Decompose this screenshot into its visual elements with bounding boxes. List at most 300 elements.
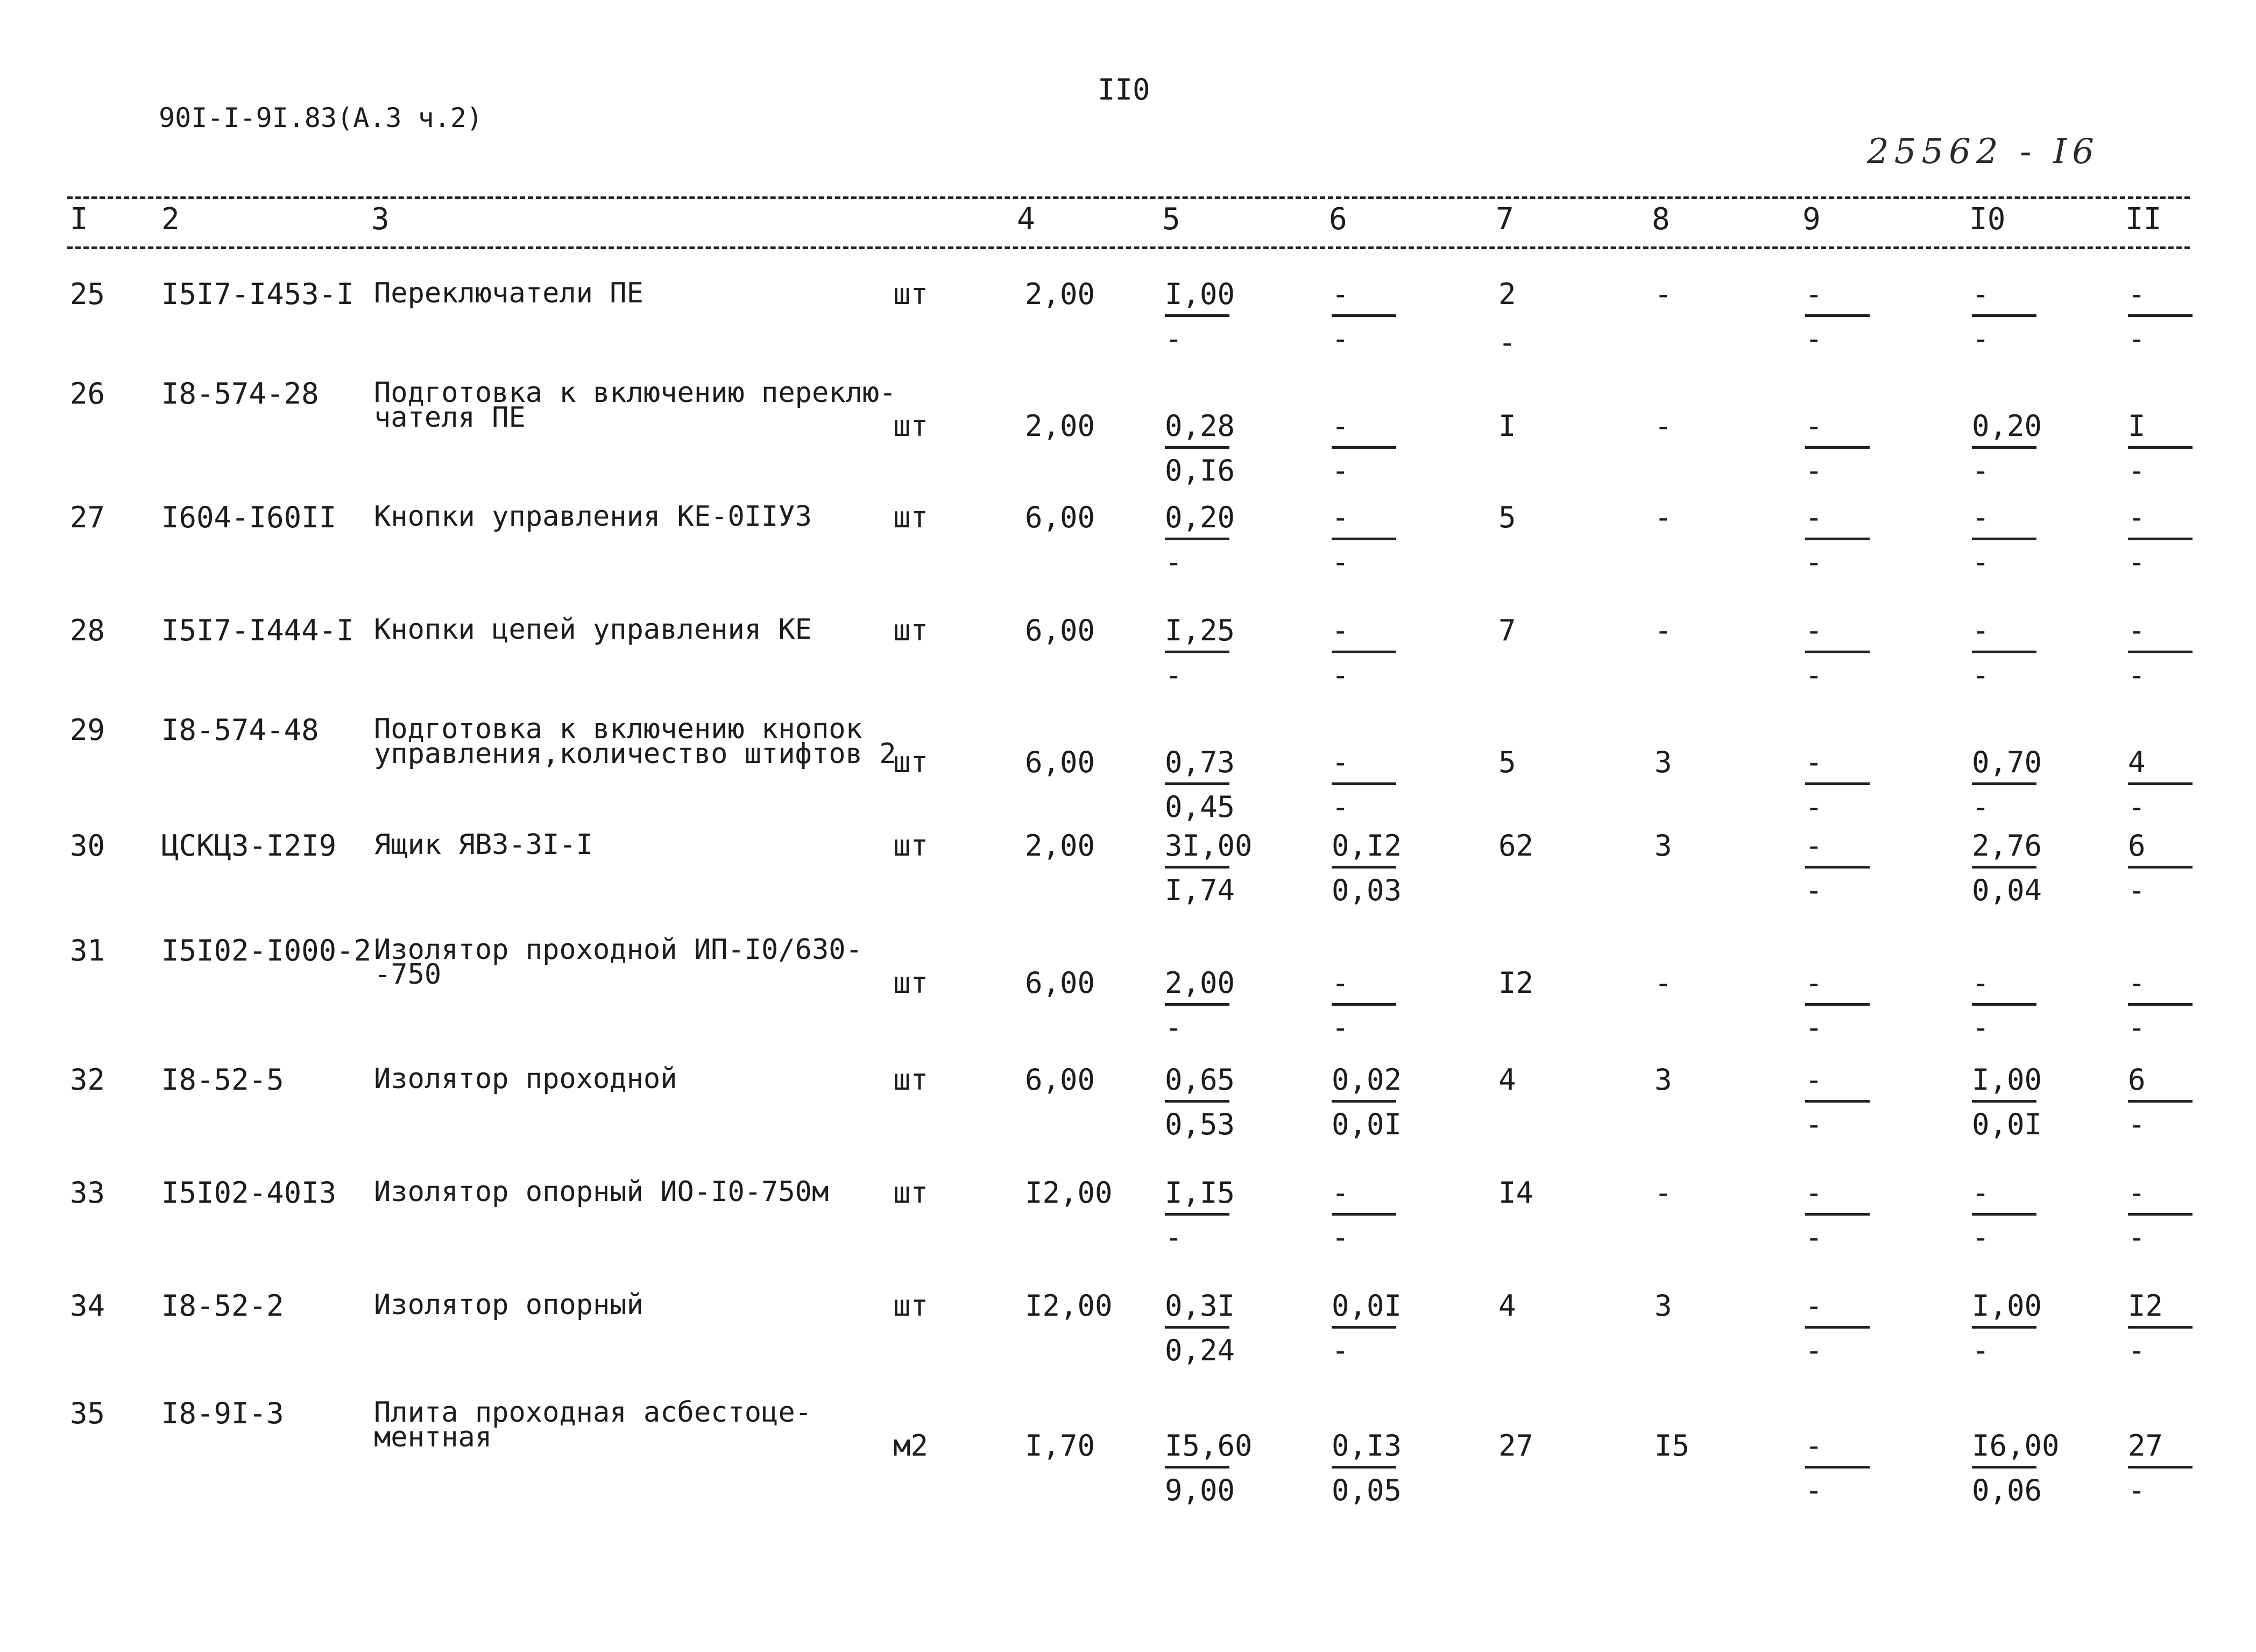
col-10-value-denominator: 0,04 [1972, 873, 2042, 907]
col-5-value-denominator: 0,I6 [1165, 454, 1235, 488]
col-7-value: 2 [1498, 277, 1516, 311]
col-6-value-numerator: 0,0I [1332, 1289, 1402, 1323]
column-header-7: 7 [1496, 202, 1514, 237]
col-9-value-numerator: - [1805, 829, 1823, 863]
col-5-value-denominator: 0,53 [1165, 1107, 1235, 1141]
item-name [374, 613, 812, 646]
col-11-value-denominator: - [2128, 873, 2146, 907]
item-name-line: Изолятор проходной [374, 1063, 677, 1095]
item-name-line: управления,количество штифтов 2 [374, 738, 896, 770]
col-7-value: 27 [1498, 1429, 1534, 1463]
item-name-line: ментная [374, 1421, 492, 1453]
col-8-value: - [1654, 966, 1672, 1000]
col-9-value [1805, 1178, 1880, 1252]
col-5-value [1165, 409, 1240, 488]
col-11-value-numerator: I [2128, 409, 2146, 443]
col-6-value [1332, 831, 1407, 905]
col-7-value: 5 [1498, 500, 1516, 534]
col-9-value-denominator: - [1805, 322, 1823, 356]
price-code: I5I02-I000-2 [161, 934, 372, 968]
col-9-value-bar [1805, 866, 1870, 869]
col-6-value-denominator: 0,05 [1332, 1473, 1402, 1507]
col-5-value-bar [1165, 866, 1229, 869]
col-9-value-numerator: - [1805, 613, 1823, 647]
col-5-value-numerator: 2,00 [1165, 966, 1235, 1000]
col-9-value-numerator: - [1805, 1289, 1823, 1323]
col-11-value-bar [2128, 538, 2193, 540]
col-10-value-denominator: - [1972, 790, 1990, 824]
item-name [374, 1176, 829, 1208]
col-5-value-numerator: I,25 [1165, 613, 1235, 647]
col-5-value-bar [1165, 1100, 1229, 1103]
handwritten-number: 25562 - I6 [1867, 132, 2099, 172]
col-9-value [1805, 1431, 1880, 1505]
column-header-8: 8 [1652, 202, 1670, 237]
col-7-value: 5 [1498, 745, 1516, 779]
col-7-value: 4 [1498, 1289, 1516, 1323]
col-6-value-numerator: - [1332, 1176, 1349, 1210]
col-8-value: - [1654, 500, 1672, 534]
col-9-value-bar [1805, 782, 1870, 785]
col-8-value: - [1654, 409, 1672, 443]
col-5-value-bar [1165, 314, 1229, 317]
row-number: 26 [70, 377, 105, 411]
quantity: 6,00 [1025, 613, 1095, 647]
quantity: 2,00 [1025, 277, 1095, 311]
col-9-value [1805, 277, 1880, 356]
col-6-value-bar [1332, 651, 1396, 653]
col-7-value: 62 [1498, 829, 1534, 863]
item-name [374, 277, 643, 309]
col-6-value [1332, 966, 1407, 1044]
col-6-value-denominator: 0,0I [1332, 1107, 1402, 1141]
col-11-value-bar [2128, 1213, 2193, 1216]
col-8-value: - [1654, 613, 1672, 647]
column-header-3: 3 [371, 202, 390, 237]
col-5-value-numerator: 0,28 [1165, 409, 1235, 443]
col-6-value [1332, 409, 1407, 488]
unit: шт [893, 1063, 929, 1097]
col-5-value [1165, 745, 1240, 824]
col-5-value-bar [1165, 651, 1229, 653]
unit: шт [893, 829, 929, 863]
item-name-line: Переключатели ПЕ [374, 277, 643, 309]
col-10-value-denominator: - [1972, 1333, 1990, 1367]
col-10-value-bar [1972, 651, 2036, 653]
quantity: 6,00 [1025, 745, 1095, 779]
col-6-value-denominator: - [1332, 454, 1349, 488]
col-5-value-bar [1165, 782, 1229, 785]
item-name-line: Изолятор проходной ИП-I0/630- [374, 934, 862, 966]
col-5-value-numerator: 0,20 [1165, 500, 1235, 534]
price-code: I8-52-2 [161, 1289, 284, 1323]
col-6-value-numerator: 0,I2 [1332, 829, 1402, 863]
item-name-line: Изолятор опорный [374, 1289, 643, 1321]
col-8-value: - [1654, 1176, 1672, 1210]
price-code: I5I7-I444-I [161, 613, 354, 647]
col-10-value-bar [1972, 446, 2036, 449]
col-11-value [2128, 1178, 2203, 1252]
item-name-line: Кнопки управления КЕ-0IIУ3 [374, 500, 812, 533]
col-9-value-numerator: - [1805, 745, 1823, 779]
col-5-value [1165, 1429, 1253, 1507]
col-10-value-numerator: - [1972, 500, 1990, 534]
col-5-value-bar [1165, 1466, 1229, 1469]
col-9-value-bar [1805, 651, 1870, 653]
col-11-value-bar [2128, 866, 2193, 869]
item-name-line: Изолятор опорный ИО-I0-750м [374, 1176, 829, 1208]
quantity: I2,00 [1025, 1176, 1113, 1210]
col-7-value: 7 [1498, 613, 1516, 647]
col-10-value [1972, 613, 2047, 692]
item-name [374, 1289, 643, 1321]
col-9-value-numerator: - [1805, 277, 1823, 311]
col-6-value-numerator: - [1332, 409, 1349, 443]
col-9-value-bar [1805, 314, 1870, 317]
col-9-value-bar [1805, 1466, 1870, 1469]
col-6-value-denominator: - [1332, 1333, 1349, 1367]
col-10-value-numerator: 2,76 [1972, 829, 2042, 863]
col-10-value [1972, 1291, 2047, 1365]
col-11-value-denominator: - [2128, 1473, 2146, 1507]
col-11-value-bar [2128, 1326, 2193, 1329]
col-8-value: I5 [1654, 1429, 1690, 1463]
col-10-value-bar [1972, 1100, 2036, 1103]
column-header-10: I0 [1969, 202, 2006, 237]
column-header-4: 4 [1017, 202, 1035, 237]
col-9-value-denominator: - [1805, 658, 1823, 692]
col-11-value-denominator: - [2128, 658, 2146, 692]
item-name [374, 1396, 812, 1453]
quantity: I2,00 [1025, 1289, 1113, 1323]
item-name [374, 829, 593, 861]
header-top-rule [67, 196, 2190, 199]
col-11-value-denominator: - [2128, 454, 2146, 488]
col-11-value-bar [2128, 1466, 2193, 1469]
item-name-line: чателя ПЕ [374, 401, 526, 434]
row-number: 25 [70, 277, 105, 311]
col-11-value-numerator: 6 [2128, 829, 2146, 863]
item-name-line: Кнопки цепей управления КЕ [374, 613, 812, 646]
col-10-value [1972, 1065, 2047, 1139]
unit: шт [893, 277, 929, 311]
col-11-value [2128, 409, 2203, 488]
col-9-value-denominator: - [1805, 1333, 1823, 1367]
page-number: II0 [1098, 73, 1150, 107]
col-9-value [1805, 1065, 1880, 1139]
col-9-value-bar [1805, 1326, 1870, 1329]
col-6-value-denominator: - [1332, 1011, 1349, 1044]
col-5-value-numerator: 0,73 [1165, 745, 1235, 779]
row-number: 33 [70, 1176, 105, 1210]
col-11-value [2128, 966, 2203, 1044]
col-11-value-denominator: - [2128, 790, 2146, 824]
col-7-value: I4 [1498, 1176, 1534, 1210]
col-9-value-denominator: - [1805, 545, 1823, 579]
col-10-value-numerator: 0,20 [1972, 409, 2042, 443]
col-6-value-numerator: - [1332, 613, 1349, 647]
col-11-value [2128, 1291, 2203, 1365]
quantity: 6,00 [1025, 966, 1095, 1000]
col-9-value [1805, 745, 1880, 824]
col-6-value-numerator: 0,I3 [1332, 1429, 1402, 1463]
col-9-value-numerator: - [1805, 500, 1823, 534]
col-5-value-numerator: 3I,00 [1165, 829, 1253, 863]
col-10-value-bar [1972, 1466, 2036, 1469]
col-9-value [1805, 500, 1880, 579]
col-11-value-denominator: - [2128, 1011, 2146, 1044]
price-code: I8-574-28 [161, 377, 319, 411]
col-10-value-numerator: I,00 [1972, 1289, 2042, 1323]
col-6-value-bar [1332, 1003, 1396, 1006]
col-6-value-bar [1332, 782, 1396, 785]
quantity: 2,00 [1025, 409, 1095, 443]
price-code: I604-I60II [161, 500, 337, 534]
col-6-value-denominator: - [1332, 322, 1349, 356]
item-name [374, 377, 896, 434]
col-10-value-bar [1972, 782, 2036, 785]
col-11-value-denominator: - [2128, 1107, 2146, 1141]
item-name-line: Подготовка к включению кнопок [374, 713, 862, 745]
col-6-value [1332, 1291, 1407, 1365]
price-code: I5I02-40I3 [161, 1176, 337, 1210]
col-9-value-numerator: - [1805, 966, 1823, 1000]
col-10-value [1972, 409, 2047, 488]
col-6-value [1332, 613, 1407, 692]
col-10-value-denominator: 0,0I [1972, 1107, 2042, 1141]
item-name-line: Ящик ЯВЗ-3I-I [374, 829, 593, 861]
col-5-value [1165, 966, 1240, 1044]
col-11-value-bar [2128, 1100, 2193, 1103]
col-9-value-denominator: - [1805, 1220, 1823, 1254]
col-10-value [1972, 1429, 2060, 1507]
col-5-value-denominator: 9,00 [1165, 1473, 1235, 1507]
col-5-value-denominator: - [1165, 1011, 1183, 1044]
col-5-value-denominator: - [1165, 322, 1183, 356]
col-9-value [1805, 831, 1880, 905]
col-7-value: I2 [1498, 966, 1534, 1000]
col-6-value-numerator: - [1332, 745, 1349, 779]
col-5-value-numerator: 0,3I [1165, 1289, 1235, 1323]
price-code: I8-574-48 [161, 713, 319, 747]
col-10-value-denominator: - [1972, 1011, 1990, 1044]
col-11-value-numerator: 27 [2128, 1429, 2163, 1463]
col-6-value-bar [1332, 1100, 1396, 1103]
col-9-value-numerator: - [1805, 1063, 1823, 1097]
col-11-value-bar [2128, 314, 2193, 317]
col-10-value-bar [1972, 1213, 2036, 1216]
col-6-value-bar [1332, 446, 1396, 449]
col-10-value-bar [1972, 866, 2036, 869]
item-name-line: Подготовка к включению переклю- [374, 377, 896, 409]
col-11-value-numerator: 4 [2128, 745, 2146, 779]
col-11-value-numerator: 6 [2128, 1063, 2146, 1097]
col-10-value-denominator: - [1972, 454, 1990, 488]
col-5-value-numerator: I,I5 [1165, 1176, 1235, 1210]
col-5-value-denominator: - [1165, 1220, 1183, 1254]
item-name-line: Плита проходная асбестоце- [374, 1396, 812, 1429]
col-5-value-denominator: 0,24 [1165, 1333, 1235, 1367]
row-number: 32 [70, 1063, 105, 1097]
col-11-value-denominator: - [2128, 1333, 2146, 1367]
col-10-value [1972, 966, 2047, 1044]
col-6-value [1332, 1178, 1407, 1252]
col-6-value-numerator: - [1332, 966, 1349, 1000]
col-9-value-denominator: - [1805, 1011, 1823, 1044]
col-10-value [1972, 745, 2047, 824]
col-5-value-denominator: I,74 [1165, 873, 1235, 907]
item-name-line: -750 [374, 958, 442, 991]
row-number: 31 [70, 934, 105, 968]
col-6-value-bar [1332, 866, 1396, 869]
col-9-value-numerator: - [1805, 409, 1823, 443]
col-11-value-numerator: - [2128, 1176, 2146, 1210]
col-7-extra: - [1498, 326, 1516, 359]
col-10-value-denominator: - [1972, 1220, 1990, 1254]
col-9-value-bar [1805, 446, 1870, 449]
col-11-value [2128, 613, 2203, 692]
col-6-value-numerator: - [1332, 500, 1349, 534]
unit: м2 [893, 1429, 929, 1463]
col-11-value-denominator: - [2128, 545, 2146, 579]
col-5-value [1165, 277, 1240, 356]
col-11-value-bar [2128, 446, 2193, 449]
col-11-value-bar [2128, 1003, 2193, 1006]
col-11-value-denominator: - [2128, 322, 2146, 356]
col-8-value: 3 [1654, 829, 1672, 863]
price-code: I8-9I-3 [161, 1396, 284, 1430]
col-6-value-numerator: 0,02 [1332, 1063, 1402, 1097]
header-bottom-rule [67, 246, 2190, 249]
col-11-value-numerator: - [2128, 613, 2146, 647]
col-5-value-bar [1165, 538, 1229, 540]
column-header-11: II [2125, 202, 2162, 237]
quantity: I,70 [1025, 1429, 1095, 1463]
unit: шт [893, 745, 929, 779]
col-10-value-denominator: - [1972, 658, 1990, 692]
col-6-value-denominator: - [1332, 790, 1349, 824]
price-code: I5I7-I453-I [161, 277, 354, 311]
col-6-value [1332, 745, 1407, 824]
price-code: ЦСКЦЗ-I2I9 [161, 829, 337, 863]
col-11-value [2128, 1431, 2203, 1505]
price-code: I8-52-5 [161, 1063, 284, 1097]
col-9-value-bar [1805, 1100, 1870, 1103]
unit: шт [893, 409, 929, 443]
unit: шт [893, 1289, 929, 1323]
col-10-value-denominator: - [1972, 545, 1990, 579]
document-code: 90I-I-9I.83(A.3 ч.2) [159, 102, 483, 133]
item-name [374, 934, 862, 991]
col-10-value-bar [1972, 538, 2036, 540]
col-10-value-denominator: - [1972, 322, 1990, 356]
unit: шт [893, 1176, 929, 1210]
col-11-value-numerator: I2 [2128, 1289, 2163, 1323]
col-8-value: 3 [1654, 1063, 1672, 1097]
col-9-value [1805, 1291, 1880, 1365]
col-5-value-numerator: I,00 [1165, 277, 1235, 311]
col-6-value-bar [1332, 314, 1396, 317]
col-9-value-bar [1805, 538, 1870, 540]
col-5-value-bar [1165, 446, 1229, 449]
col-11-value [2128, 1065, 2203, 1139]
col-11-value-numerator: - [2128, 277, 2146, 311]
col-11-value [2128, 277, 2203, 356]
col-10-value [1972, 500, 2047, 579]
col-11-value [2128, 831, 2203, 905]
col-5-value [1165, 829, 1253, 907]
col-11-value-numerator: - [2128, 966, 2146, 1000]
item-name [374, 500, 812, 533]
col-5-value-numerator: I5,60 [1165, 1429, 1253, 1463]
col-8-value: - [1654, 277, 1672, 311]
quantity: 2,00 [1025, 829, 1095, 863]
col-10-value-numerator: 0,70 [1972, 745, 2042, 779]
col-5-value [1165, 1065, 1240, 1139]
col-6-value-denominator: - [1332, 658, 1349, 692]
unit: шт [893, 500, 929, 534]
col-8-value: 3 [1654, 745, 1672, 779]
col-10-value-denominator: 0,06 [1972, 1473, 2042, 1507]
col-10-value-numerator: - [1972, 277, 1990, 311]
col-9-value-denominator: - [1805, 454, 1823, 488]
col-9-value-denominator: - [1805, 873, 1823, 907]
col-6-value [1332, 500, 1407, 579]
row-number: 35 [70, 1396, 105, 1430]
col-5-value [1165, 500, 1240, 579]
row-number: 34 [70, 1289, 105, 1323]
unit: шт [893, 613, 929, 647]
col-9-value [1805, 613, 1880, 692]
col-5-value-denominator: - [1165, 658, 1183, 692]
col-11-value-bar [2128, 651, 2193, 653]
col-5-value-denominator: - [1165, 545, 1183, 579]
col-10-value [1972, 831, 2047, 905]
col-9-value-denominator: - [1805, 1473, 1823, 1507]
item-name [374, 713, 896, 770]
quantity: 6,00 [1025, 500, 1095, 534]
col-11-value-bar [2128, 782, 2193, 785]
row-number: 30 [70, 829, 105, 863]
col-6-value-numerator: - [1332, 277, 1349, 311]
col-9-value [1805, 409, 1880, 488]
column-header-9: 9 [1802, 202, 1821, 237]
col-6-value-denominator: 0,03 [1332, 873, 1402, 907]
row-number: 28 [70, 613, 105, 647]
row-number: 27 [70, 500, 105, 534]
col-10-value-numerator: - [1972, 613, 1990, 647]
col-10-value-numerator: - [1972, 1176, 1990, 1210]
col-9-value-bar [1805, 1213, 1870, 1216]
col-6-value-bar [1332, 1213, 1396, 1216]
col-6-value-bar [1332, 538, 1396, 540]
col-9-value-bar [1805, 1003, 1870, 1006]
col-6-value-denominator: - [1332, 1220, 1349, 1254]
col-5-value [1165, 1291, 1240, 1365]
col-9-value-denominator: - [1805, 1107, 1823, 1141]
item-name [374, 1063, 677, 1095]
col-7-value: 4 [1498, 1063, 1516, 1097]
col-10-value-numerator: I6,00 [1972, 1429, 2060, 1463]
col-11-value-denominator: - [2128, 1220, 2146, 1254]
row-number: 29 [70, 713, 105, 747]
col-5-value-bar [1165, 1213, 1229, 1216]
col-5-value-denominator: 0,45 [1165, 790, 1235, 824]
column-header-1: I [70, 202, 88, 237]
col-9-value [1805, 966, 1880, 1044]
col-6-value [1332, 1431, 1407, 1505]
col-9-value-denominator: - [1805, 790, 1823, 824]
